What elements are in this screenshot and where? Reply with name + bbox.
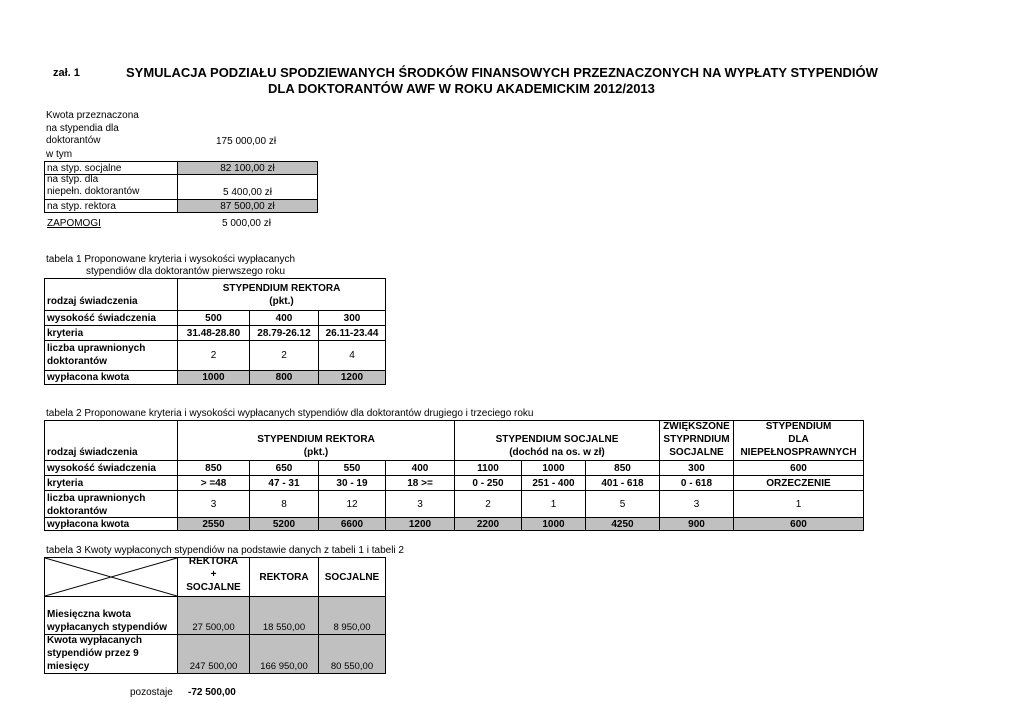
table1-header: STYPENDIUM REKTORA (pkt.) [222, 282, 341, 307]
table2-cell: 850 [614, 462, 631, 474]
pozostaje-label: pozostaje [130, 687, 173, 698]
table2-caption: tabela 2 Proponowane kryteria i wysokości wypłacanych stypendiów dla doktorantów drugiego i trzeciego roku [46, 408, 534, 419]
table2-cell: 3 [693, 498, 700, 510]
table1-caption-line2: stypendiów dla doktorantów pierwszego roku [86, 266, 285, 277]
table2-cell: 0 - 250 [472, 477, 504, 489]
table2-cell: 2 [485, 498, 491, 510]
table2-cell: 550 [343, 462, 361, 474]
table2-cell: 6600 [340, 518, 364, 530]
table2-cell: 900 [688, 518, 705, 530]
table1-cell: 1000 [202, 372, 225, 383]
table1-cell: 1200 [340, 372, 364, 383]
budget-row-socjalne-value: 82 100,00 zł [220, 162, 275, 174]
table2-cell: 600 [790, 518, 807, 530]
table2-cell: 600 [790, 462, 807, 474]
table1-label-wyplacona: wypłacona kwota [47, 372, 130, 383]
table2-rodzaj: rodzaj świadczenia [47, 447, 138, 458]
table3-cell: 27 500,00 [192, 621, 235, 633]
table2-cell: 47 - 31 [268, 477, 300, 489]
table2-cell: 4250 [611, 518, 634, 530]
table3-cell: 8 950,00 [333, 621, 371, 633]
table2-cell: 1 [795, 498, 802, 510]
budget-total: 175 000,00 zł [216, 136, 277, 147]
table2-cell: > =48 [200, 477, 227, 489]
table2-cell: 1000 [542, 462, 565, 474]
table1-label-liczba: liczba uprawnionych doktorantów [47, 343, 146, 367]
table2-cell: 12 [346, 498, 358, 510]
table1-cell: 4 [349, 350, 355, 361]
table3-cell: 247 500,00 [189, 660, 238, 672]
table2-cell: 3 [417, 498, 423, 510]
table2-cell: 8 [281, 498, 287, 510]
table1-cell: 2 [281, 350, 287, 361]
table3-cell: 18 550,00 [262, 621, 306, 633]
table1-cell: 400 [275, 312, 293, 324]
budget-row-niepeln-label: na styp. dla niepełn. doktorantów [47, 174, 140, 197]
table2-cell: 1100 [477, 462, 499, 474]
table1-cell: 28.79-26.12 [257, 327, 311, 339]
table2-header-zwiekszone: ZWIĘKSZONE STYPRNDIUM SOCJALNE [663, 421, 730, 458]
budget-row-rektora-label: na styp. rektora [47, 200, 116, 212]
table1-label-wysokosc: wysokość świadczenia [47, 312, 156, 324]
table2-label-wysokosc: wysokość świadczenia [47, 462, 156, 474]
budget-row-rektora-value: 87 500,00 zł [220, 200, 275, 212]
table2-cell: 18 >= [407, 477, 433, 489]
budget-label: Kwota przeznaczona na stypendia dla doktorantów [46, 110, 139, 147]
table2-cell: 300 [688, 462, 705, 474]
table1-caption-line1: tabela 1 Proponowane kryteria i wysokości wypłacanych [46, 254, 296, 265]
table2-cell: 400 [411, 462, 429, 474]
table2-cell: 251 - 400 [532, 477, 575, 489]
table2-cell: 650 [275, 462, 293, 474]
zapomogi-label: ZAPOMOGI [47, 218, 101, 229]
table3-corner-cross [45, 558, 177, 596]
attachment-label: zał. 1 [53, 67, 80, 79]
zapomogi-value: 5 000,00 zł [222, 218, 271, 229]
page-title-line1: SYMULACJA PODZIAŁU SPODZIEWANYCH ŚRODKÓW FINANSOWYCH PRZEZNACZONYCH NA WYPŁATY STYPENDIÓW [126, 65, 878, 80]
table1-cell: 31.48-28.80 [186, 327, 241, 339]
table2-cell: 1200 [408, 518, 432, 530]
table2-header-rektora: STYPENDIUM REKTORA (pkt.) [257, 434, 375, 458]
table1-cell: 500 [205, 312, 222, 324]
table2-header-socjalne: STYPENDIUM SOCJALNE (dochód na os. w zł) [495, 434, 619, 458]
table2-cell: 2550 [202, 518, 225, 530]
table2-cell: 5200 [272, 518, 296, 530]
page-title-line2: DLA DOKTORANTÓW AWF W ROKU AKADEMICKIM 2012/2013 [268, 81, 655, 96]
table3-row-9months-label: Kwota wypłacanych stypendiów przez 9 miesięcy [47, 635, 143, 672]
table1-cell: 26.11-23.44 [325, 327, 379, 339]
budget-row-socjalne-label: na styp. socjalne [47, 162, 122, 174]
table1-rodzaj: rodzaj świadczenia [47, 296, 138, 307]
budget-row-niepeln-value: 5 400,00 zł [223, 187, 272, 198]
table2-label-wyplacona: wypłacona kwota [47, 518, 130, 530]
table2-cell: 1000 [542, 518, 565, 530]
table2-cell: 3 [210, 498, 217, 510]
pozostaje-value: -72 500,00 [188, 687, 236, 698]
table2-label-liczba: liczba uprawnionych doktorantów [47, 493, 146, 517]
table3-cell: 166 950,00 [260, 660, 308, 672]
table3-header-combo: REKTORA + SOCJALNE [186, 556, 241, 593]
table1-cell: 800 [275, 372, 293, 383]
table1-cell: 2 [210, 350, 217, 361]
table3-cell: 80 550,00 [330, 660, 374, 672]
table2-cell: 401 - 618 [601, 477, 644, 489]
table2-cell: 2200 [476, 518, 500, 530]
table3-header-rektora: REKTORA [259, 571, 309, 583]
table2-cell: 0 - 618 [680, 477, 713, 489]
table2-header-niepelno: STYPENDIUM DLA NIEPEŁNOSPRAWNYCH [740, 421, 857, 458]
table2-cell: 1 [550, 498, 557, 510]
budget-w-tym: w tym [46, 149, 73, 160]
table2-cell: 30 - 19 [336, 477, 368, 489]
table3-header-socjalne: SOCJALNE [324, 571, 380, 583]
table1-cell: 300 [343, 312, 361, 324]
table2-label-kryteria: kryteria [47, 477, 84, 489]
table3-caption: tabela 3 Kwoty wypłaconych stypendiów na podstawie danych z tabeli 1 i tabeli 2 [46, 545, 404, 556]
table2-cell: 850 [205, 462, 222, 474]
table2-cell: 5 [619, 498, 626, 510]
table3-row-monthly-label: Miesięczna kwota wypłacanych stypendiów [47, 609, 168, 633]
table2-cell: ORZECZENIE [766, 477, 831, 489]
table1-label-kryteria: kryteria [47, 327, 84, 339]
